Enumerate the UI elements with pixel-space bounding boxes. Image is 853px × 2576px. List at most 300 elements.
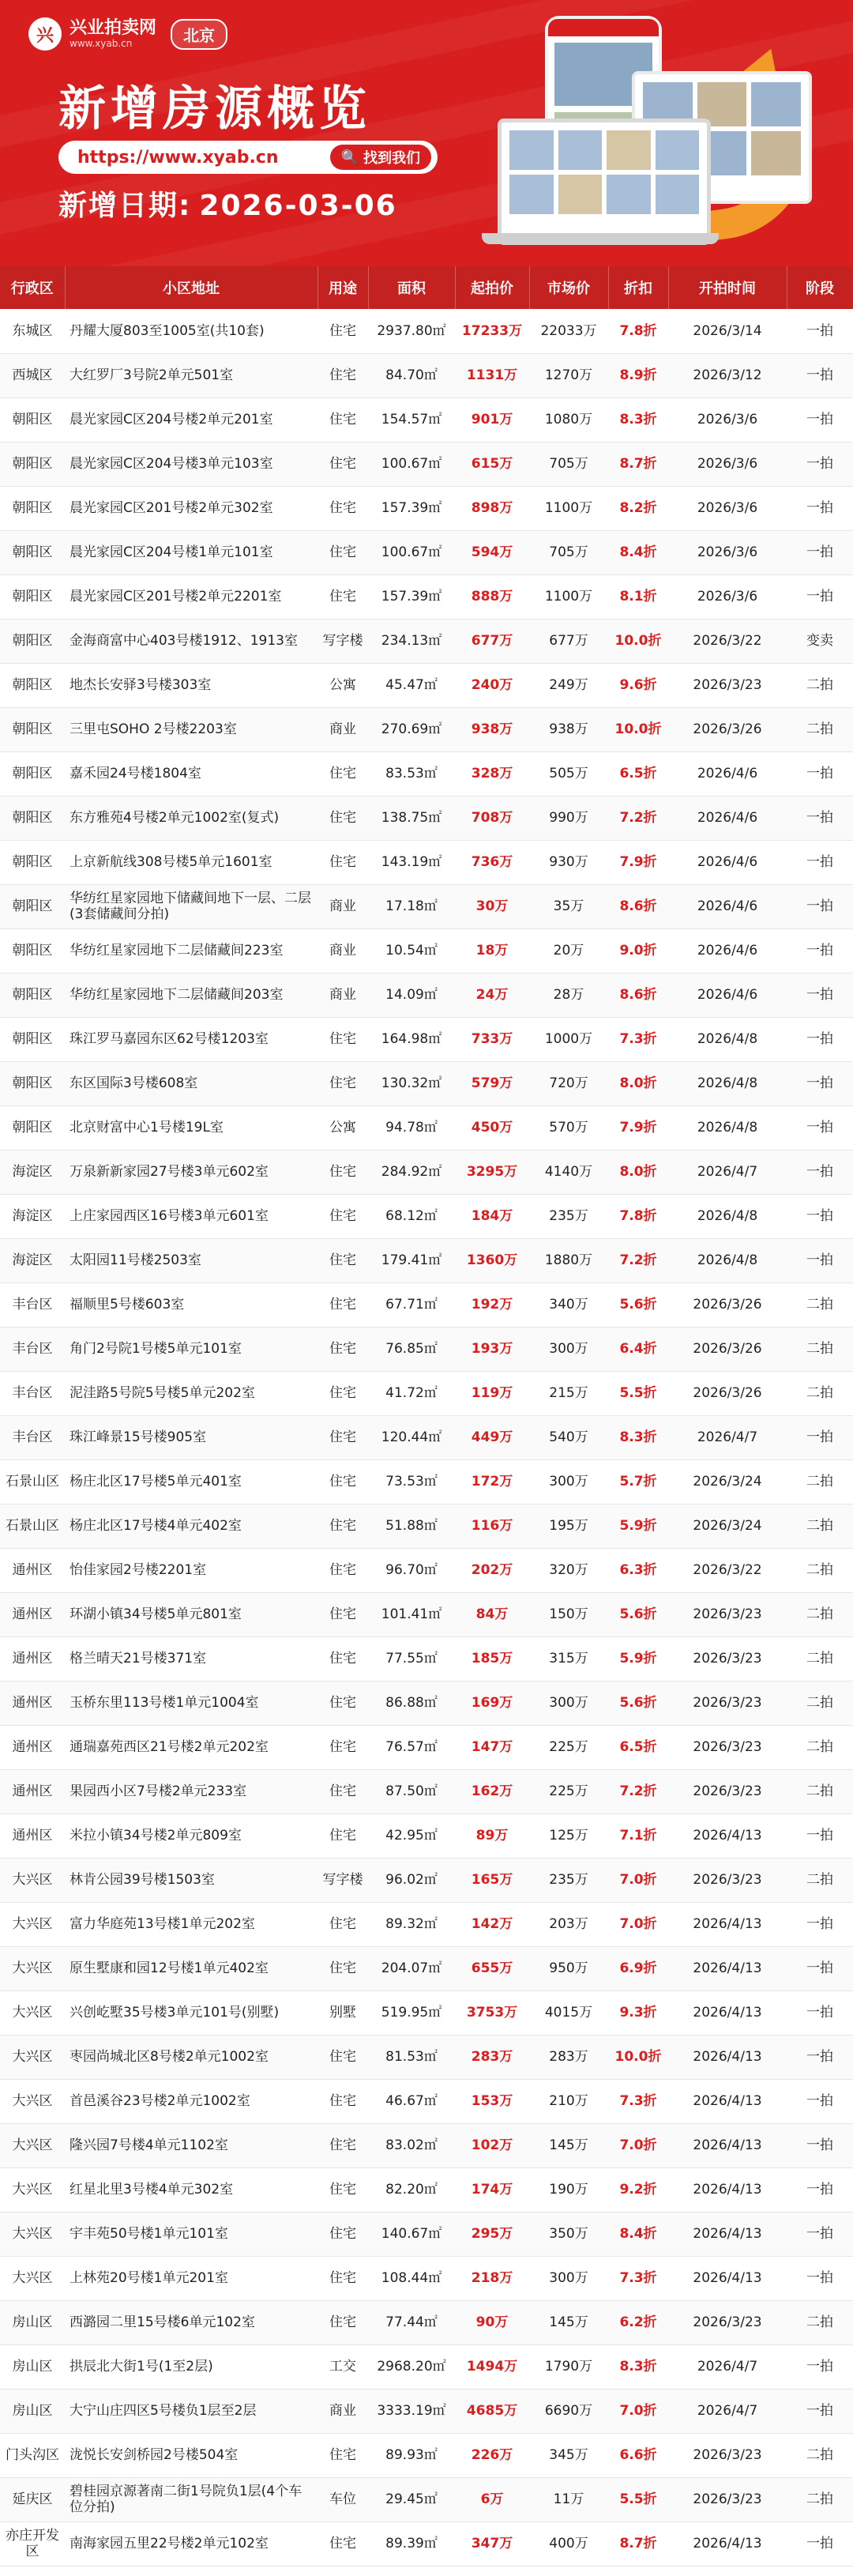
table-row[interactable] [0, 2344, 853, 2389]
cell-discount: 8.3折 [608, 397, 668, 442]
cell-discount: 7.9折 [608, 1105, 668, 1150]
cell-discount: 5.6折 [608, 1592, 668, 1636]
cell-market-price: 705万 [529, 530, 608, 574]
table-row[interactable] [0, 1504, 853, 1548]
cell-stage: 一拍 [787, 1415, 853, 1459]
cell-address: 三里屯SOHO 2号楼2203室 [65, 707, 318, 751]
cell-auction-time: 2026/3/26 [668, 1327, 787, 1371]
cell-discount: 8.2折 [608, 486, 668, 530]
cell-usage: 住宅 [318, 486, 368, 530]
cell-starting-price: 677万 [455, 619, 529, 663]
cell-district: 石景山区 [0, 1459, 65, 1504]
cell-stage: 二拍 [787, 2477, 853, 2521]
cell-discount: 10.0折 [608, 707, 668, 751]
cell-area: 154.57㎡ [368, 397, 455, 442]
cell-area: 96.70㎡ [368, 1548, 455, 1592]
table-row[interactable] [0, 1459, 853, 1504]
cell-address: 角门2号院1号楼5单元101室 [65, 1327, 318, 1371]
cell-stage: 一拍 [787, 530, 853, 574]
cell-usage: 公寓 [318, 663, 368, 707]
cell-auction-time: 2026/4/13 [668, 2167, 787, 2212]
cell-stage: 一拍 [787, 973, 853, 1017]
cell-auction-time: 2026/4/13 [668, 1813, 787, 1858]
table-row[interactable] [0, 2167, 853, 2212]
cell-market-price: 145万 [529, 2300, 608, 2344]
table-row[interactable] [0, 486, 853, 530]
cell-auction-time: 2026/3/23 [668, 1636, 787, 1681]
cell-usage: 住宅 [318, 2079, 368, 2123]
table-row[interactable] [0, 1105, 853, 1150]
cell-address: 格兰晴天21号楼371室 [65, 1636, 318, 1681]
cell-starting-price: 579万 [455, 1061, 529, 1105]
cell-usage: 住宅 [318, 1636, 368, 1681]
cell-stage: 一拍 [787, 353, 853, 397]
cell-area: 164.98㎡ [368, 1017, 455, 1061]
cell-auction-time: 2026/3/24 [668, 1459, 787, 1504]
cell-area: 67.71㎡ [368, 1282, 455, 1327]
cell-discount: 7.2折 [608, 1769, 668, 1813]
cell-usage: 住宅 [318, 2167, 368, 2212]
cell-market-price: 990万 [529, 796, 608, 840]
cell-stage: 二拍 [787, 1858, 853, 1902]
cell-stage: 一拍 [787, 397, 853, 442]
cell-address: 华纺红星家园地下二层储藏间203室 [65, 973, 318, 1017]
cell-district: 通州区 [0, 1813, 65, 1858]
cell-market-price: 950万 [529, 1946, 608, 1990]
cell-usage: 公寓 [318, 1105, 368, 1150]
cell-address: 杨庄北区17号楼5单元401室 [65, 1459, 318, 1504]
cell-market-price: 300万 [529, 2256, 608, 2300]
cell-stage: 一拍 [787, 796, 853, 840]
cell-auction-time: 2026/4/7 [668, 2389, 787, 2433]
cell-area: 284.92㎡ [368, 1150, 455, 1194]
cell-usage: 商业 [318, 928, 368, 973]
cell-district: 西城区 [0, 353, 65, 397]
cell-starting-price: 17233万 [455, 309, 529, 353]
cell-market-price: 505万 [529, 751, 608, 796]
table-row[interactable] [0, 1415, 853, 1459]
table-row[interactable] [0, 1194, 853, 1238]
cell-area: 83.02㎡ [368, 2123, 455, 2167]
cell-district: 朝阳区 [0, 973, 65, 1017]
cell-auction-time: 2026/3/23 [668, 1769, 787, 1813]
cell-market-price: 125万 [529, 1813, 608, 1858]
table-row[interactable] [0, 1990, 853, 2035]
cell-starting-price: 736万 [455, 840, 529, 884]
cell-auction-time: 2026/3/23 [668, 2477, 787, 2521]
table-row[interactable] [0, 397, 853, 442]
cell-market-price: 1790万 [529, 2344, 608, 2389]
cell-district: 大兴区 [0, 2212, 65, 2256]
table-row[interactable] [0, 751, 853, 796]
cell-market-price: 235万 [529, 1858, 608, 1902]
new-listing-date [58, 183, 397, 224]
cell-area: 86.88㎡ [368, 1681, 455, 1725]
table-row[interactable] [0, 2212, 853, 2256]
cell-market-price: 6690万 [529, 2389, 608, 2433]
cell-discount: 6.4折 [608, 1327, 668, 1371]
cell-auction-time: 2026/3/12 [668, 353, 787, 397]
cell-address: 上庄家园西区16号楼3单元601室 [65, 1194, 318, 1238]
table-row[interactable] [0, 1017, 853, 1061]
cell-district: 朝阳区 [0, 928, 65, 973]
table-row[interactable] [0, 2079, 853, 2123]
table-row[interactable] [0, 1946, 853, 1990]
table-row[interactable] [0, 1548, 853, 1592]
cell-district: 丰台区 [0, 1282, 65, 1327]
cell-discount: 8.7折 [608, 442, 668, 486]
table-row[interactable] [0, 2477, 853, 2521]
cell-district: 丰台区 [0, 1415, 65, 1459]
cell-stage: 一拍 [787, 2389, 853, 2433]
page-title: 新增房源概览 [58, 81, 371, 137]
cell-discount: 5.9折 [608, 1504, 668, 1548]
cell-auction-time: 2026/4/13 [668, 1902, 787, 1946]
cell-starting-price: 24万 [455, 973, 529, 1017]
table-row[interactable] [0, 1371, 853, 1415]
cell-address: 环湖小镇34号楼5单元801室 [65, 1592, 318, 1636]
cell-market-price: 11万 [529, 2477, 608, 2521]
cell-usage: 住宅 [318, 530, 368, 574]
cell-district: 海淀区 [0, 1194, 65, 1238]
website-url[interactable]: https://www.xyab.cn [77, 147, 279, 168]
cell-market-price: 225万 [529, 1725, 608, 1769]
cell-stage: 二拍 [787, 1282, 853, 1327]
col-district: 行政区 [0, 266, 65, 309]
cell-address: 丹耀大厦803至1005室(共10套) [65, 309, 318, 353]
table-row[interactable] [0, 574, 853, 619]
cell-discount: 6.3折 [608, 1548, 668, 1592]
table-row[interactable] [0, 1858, 853, 1902]
cell-district: 朝阳区 [0, 840, 65, 884]
cell-area: 234.13㎡ [368, 619, 455, 663]
logo-name: 兴业拍卖网 [70, 18, 157, 38]
cell-address: 晨光家园C区204号楼3单元103室 [65, 442, 318, 486]
cell-address: 西潞园二里15号楼6单元102室 [65, 2300, 318, 2344]
cell-address: 富力华庭苑13号楼1单元202室 [65, 1902, 318, 1946]
table-row[interactable] [0, 1592, 853, 1636]
cell-area: 143.19㎡ [368, 840, 455, 884]
cell-discount: 9.6折 [608, 663, 668, 707]
table-row[interactable] [0, 1636, 853, 1681]
cell-address: 泥洼路5号院5号楼5单元202室 [65, 1371, 318, 1415]
cell-area: 179.41㎡ [368, 1238, 455, 1282]
table-row[interactable] [0, 2123, 853, 2167]
cell-address: 金海商富中心403号楼1912、1913室 [65, 619, 318, 663]
cell-auction-time: 2026/4/7 [668, 2344, 787, 2389]
cell-address: 原生墅康和园12号楼1单元402室 [65, 1946, 318, 1990]
cell-area: 89.32㎡ [368, 1902, 455, 1946]
cell-starting-price: 1494万 [455, 2344, 529, 2389]
cell-district: 通州区 [0, 1769, 65, 1813]
cell-market-price: 145万 [529, 2123, 608, 2167]
cell-market-price: 225万 [529, 1769, 608, 1813]
cell-district: 大兴区 [0, 1990, 65, 2035]
cell-usage: 住宅 [318, 1371, 368, 1415]
table-row[interactable] [0, 884, 853, 928]
table-row[interactable] [0, 928, 853, 973]
cell-market-price: 300万 [529, 1459, 608, 1504]
city-badge[interactable]: 北京 [171, 19, 227, 50]
cell-usage: 住宅 [318, 2123, 368, 2167]
cell-starting-price: 708万 [455, 796, 529, 840]
cell-usage: 别墅 [318, 1990, 368, 2035]
logo-mark-icon: 兴 [28, 17, 62, 51]
cell-starting-price: 295万 [455, 2212, 529, 2256]
table-row[interactable] [0, 1061, 853, 1105]
cell-starting-price: 30万 [455, 884, 529, 928]
cell-market-price: 1000万 [529, 1017, 608, 1061]
cell-starting-price: 1360万 [455, 1238, 529, 1282]
cell-area: 89.39㎡ [368, 2521, 455, 2566]
table-row[interactable] [0, 2433, 853, 2477]
date-label: 新增日期: [58, 190, 192, 222]
cell-stage: 二拍 [787, 663, 853, 707]
cell-district: 通州区 [0, 1636, 65, 1681]
cell-district: 朝阳区 [0, 884, 65, 928]
cell-market-price: 1080万 [529, 397, 608, 442]
table-row[interactable] [0, 796, 853, 840]
cell-stage: 一拍 [787, 840, 853, 884]
cell-area: 68.12㎡ [368, 1194, 455, 1238]
cell-auction-time: 2026/4/8 [668, 1061, 787, 1105]
cell-address: 通瑞嘉苑西区21号楼2单元202室 [65, 1725, 318, 1769]
cell-market-price: 35万 [529, 884, 608, 928]
cell-starting-price: 147万 [455, 1725, 529, 1769]
cell-area: 3333.19㎡ [368, 2389, 455, 2433]
cell-auction-time: 2026/4/6 [668, 751, 787, 796]
cell-usage: 住宅 [318, 1548, 368, 1592]
cell-usage: 住宅 [318, 751, 368, 796]
cell-area: 100.67㎡ [368, 530, 455, 574]
table-row[interactable] [0, 1769, 853, 1813]
col-market-price: 市场价 [529, 266, 608, 309]
cell-usage: 住宅 [318, 1282, 368, 1327]
table-row[interactable] [0, 1238, 853, 1282]
website-url-bar[interactable] [58, 141, 438, 174]
cell-market-price: 1270万 [529, 353, 608, 397]
cell-area: 140.67㎡ [368, 2212, 455, 2256]
cell-usage: 住宅 [318, 1769, 368, 1813]
cell-auction-time: 2026/4/13 [668, 2212, 787, 2256]
table-row[interactable] [0, 619, 853, 663]
cell-market-price: 315万 [529, 1636, 608, 1681]
date-value: 2026-03-06 [199, 190, 397, 222]
cell-usage: 住宅 [318, 840, 368, 884]
cell-district: 通州区 [0, 1681, 65, 1725]
cell-market-price: 235万 [529, 1194, 608, 1238]
cell-area: 2937.80㎡ [368, 309, 455, 353]
cell-starting-price: 169万 [455, 1681, 529, 1725]
table-row[interactable] [0, 442, 853, 486]
cell-usage: 住宅 [318, 796, 368, 840]
cell-market-price: 705万 [529, 442, 608, 486]
table-row[interactable] [0, 707, 853, 751]
cell-address: 果园西小区7号楼2单元233室 [65, 1769, 318, 1813]
cell-area: 73.53㎡ [368, 1459, 455, 1504]
cell-stage: 二拍 [787, 1371, 853, 1415]
cell-market-price: 1100万 [529, 486, 608, 530]
listings-table [0, 266, 853, 2567]
cell-usage: 商业 [318, 707, 368, 751]
cell-discount: 10.0折 [608, 619, 668, 663]
cell-address: 隆兴园7号楼4单元1102室 [65, 2123, 318, 2167]
cell-stage: 一拍 [787, 442, 853, 486]
cell-auction-time: 2026/3/6 [668, 397, 787, 442]
table-row[interactable] [0, 353, 853, 397]
table-row[interactable] [0, 1902, 853, 1946]
cell-starting-price: 328万 [455, 751, 529, 796]
logo-url: www.xyab.cn [70, 38, 133, 49]
cell-discount: 5.5折 [608, 2477, 668, 2521]
cell-discount: 7.8折 [608, 309, 668, 353]
cell-district: 朝阳区 [0, 1061, 65, 1105]
table-row[interactable] [0, 2300, 853, 2344]
cell-starting-price: 733万 [455, 1017, 529, 1061]
cell-starting-price: 162万 [455, 1769, 529, 1813]
cell-auction-time: 2026/3/14 [668, 309, 787, 353]
cell-district: 朝阳区 [0, 751, 65, 796]
cell-address: 华纺红星家园地下二层储藏间223室 [65, 928, 318, 973]
cell-district: 通州区 [0, 1592, 65, 1636]
table-row[interactable] [0, 663, 853, 707]
cell-address: 米拉小镇34号楼2单元809室 [65, 1813, 318, 1858]
cell-stage: 一拍 [787, 1813, 853, 1858]
table-row[interactable] [0, 1150, 853, 1194]
search-icon: 🔍 [340, 149, 359, 166]
cell-address: 杨庄北区17号楼4单元402室 [65, 1504, 318, 1548]
cell-stage: 二拍 [787, 2300, 853, 2344]
table-header-row [0, 266, 853, 309]
table-row[interactable] [0, 1681, 853, 1725]
cell-usage: 住宅 [318, 1681, 368, 1725]
cell-discount: 9.2折 [608, 2167, 668, 2212]
cell-starting-price: 898万 [455, 486, 529, 530]
cell-discount: 7.0折 [608, 2123, 668, 2167]
cell-area: 41.72㎡ [368, 1371, 455, 1415]
cell-area: 519.95㎡ [368, 1990, 455, 2035]
cell-area: 17.18㎡ [368, 884, 455, 928]
cell-address: 嘉禾园24号楼1804室 [65, 751, 318, 796]
cell-address: 太阳园11号楼2503室 [65, 1238, 318, 1282]
cell-stage: 一拍 [787, 1061, 853, 1105]
cell-starting-price: 938万 [455, 707, 529, 751]
table-row[interactable] [0, 2389, 853, 2433]
cell-discount: 10.0折 [608, 2035, 668, 2079]
cell-discount: 7.0折 [608, 1902, 668, 1946]
cell-market-price: 210万 [529, 2079, 608, 2123]
table-row[interactable] [0, 1725, 853, 1769]
cell-address: 晨光家园C区201号楼2单元302室 [65, 486, 318, 530]
cell-area: 51.88㎡ [368, 1504, 455, 1548]
cell-stage: 二拍 [787, 1592, 853, 1636]
cell-address: 东方雅苑4号楼2单元1002室(复式) [65, 796, 318, 840]
find-us-label: 找到我们 [363, 150, 420, 167]
cell-stage: 二拍 [787, 1725, 853, 1769]
table-row[interactable] [0, 973, 853, 1017]
cell-district: 朝阳区 [0, 442, 65, 486]
cell-auction-time: 2026/4/7 [668, 1150, 787, 1194]
cell-starting-price: 226万 [455, 2433, 529, 2477]
col-starting-price: 起拍价 [455, 266, 529, 309]
table-row[interactable] [0, 1813, 853, 1858]
cell-address: 北京财富中心1号楼19L室 [65, 1105, 318, 1150]
table-row[interactable] [0, 840, 853, 884]
cell-starting-price: 1131万 [455, 353, 529, 397]
cell-area: 82.20㎡ [368, 2167, 455, 2212]
col-area: 面积 [368, 266, 455, 309]
cell-market-price: 4015万 [529, 1990, 608, 2035]
table-row[interactable] [0, 2521, 853, 2566]
cell-address: 东区国际3号楼608室 [65, 1061, 318, 1105]
cell-auction-time: 2026/3/23 [668, 1725, 787, 1769]
cell-starting-price: 18万 [455, 928, 529, 973]
cell-starting-price: 90万 [455, 2300, 529, 2344]
cell-starting-price: 165万 [455, 1858, 529, 1902]
table-row[interactable] [0, 309, 853, 353]
cell-district: 朝阳区 [0, 1105, 65, 1150]
cell-stage: 一拍 [787, 1946, 853, 1990]
table-row[interactable] [0, 2035, 853, 2079]
cell-stage: 二拍 [787, 707, 853, 751]
cell-market-price: 350万 [529, 2212, 608, 2256]
cell-discount: 7.3折 [608, 2256, 668, 2300]
cell-district: 朝阳区 [0, 663, 65, 707]
cell-discount: 6.2折 [608, 2300, 668, 2344]
cell-district: 朝阳区 [0, 574, 65, 619]
table-row[interactable] [0, 2256, 853, 2300]
cell-stage: 一拍 [787, 751, 853, 796]
cell-market-price: 190万 [529, 2167, 608, 2212]
cell-stage: 一拍 [787, 574, 853, 619]
cell-starting-price: 119万 [455, 1371, 529, 1415]
cell-stage: 二拍 [787, 2433, 853, 2477]
header-banner [0, 0, 853, 266]
cell-address: 玉桥东里113号楼1单元1004室 [65, 1681, 318, 1725]
cell-stage: 一拍 [787, 1150, 853, 1194]
cell-address: 泷悦长安剑桥园2号楼504室 [65, 2433, 318, 2477]
cell-discount: 9.0折 [608, 928, 668, 973]
cell-stage: 一拍 [787, 1238, 853, 1282]
cell-district: 朝阳区 [0, 707, 65, 751]
cell-usage: 住宅 [318, 1902, 368, 1946]
cell-district: 房山区 [0, 2389, 65, 2433]
cell-area: 77.44㎡ [368, 2300, 455, 2344]
cell-market-price: 1100万 [529, 574, 608, 619]
find-us-button[interactable] [330, 145, 431, 170]
cell-stage: 一拍 [787, 928, 853, 973]
table-row[interactable] [0, 530, 853, 574]
cell-auction-time: 2026/3/6 [668, 486, 787, 530]
logo[interactable] [28, 17, 227, 51]
cell-area: 204.07㎡ [368, 1946, 455, 1990]
cell-starting-price: 3753万 [455, 1990, 529, 2035]
cell-discount: 8.6折 [608, 973, 668, 1017]
cell-market-price: 283万 [529, 2035, 608, 2079]
table-row[interactable] [0, 1282, 853, 1327]
cell-discount: 8.6折 [608, 884, 668, 928]
cell-starting-price: 449万 [455, 1415, 529, 1459]
cell-usage: 住宅 [318, 2521, 368, 2566]
table-row[interactable] [0, 1327, 853, 1371]
cell-discount: 7.9折 [608, 840, 668, 884]
cell-area: 96.02㎡ [368, 1858, 455, 1902]
cell-usage: 住宅 [318, 1459, 368, 1504]
cell-discount: 8.3折 [608, 1415, 668, 1459]
cell-discount: 7.1折 [608, 1813, 668, 1858]
col-auction-time: 开拍时间 [668, 266, 787, 309]
cell-discount: 8.7折 [608, 2521, 668, 2566]
